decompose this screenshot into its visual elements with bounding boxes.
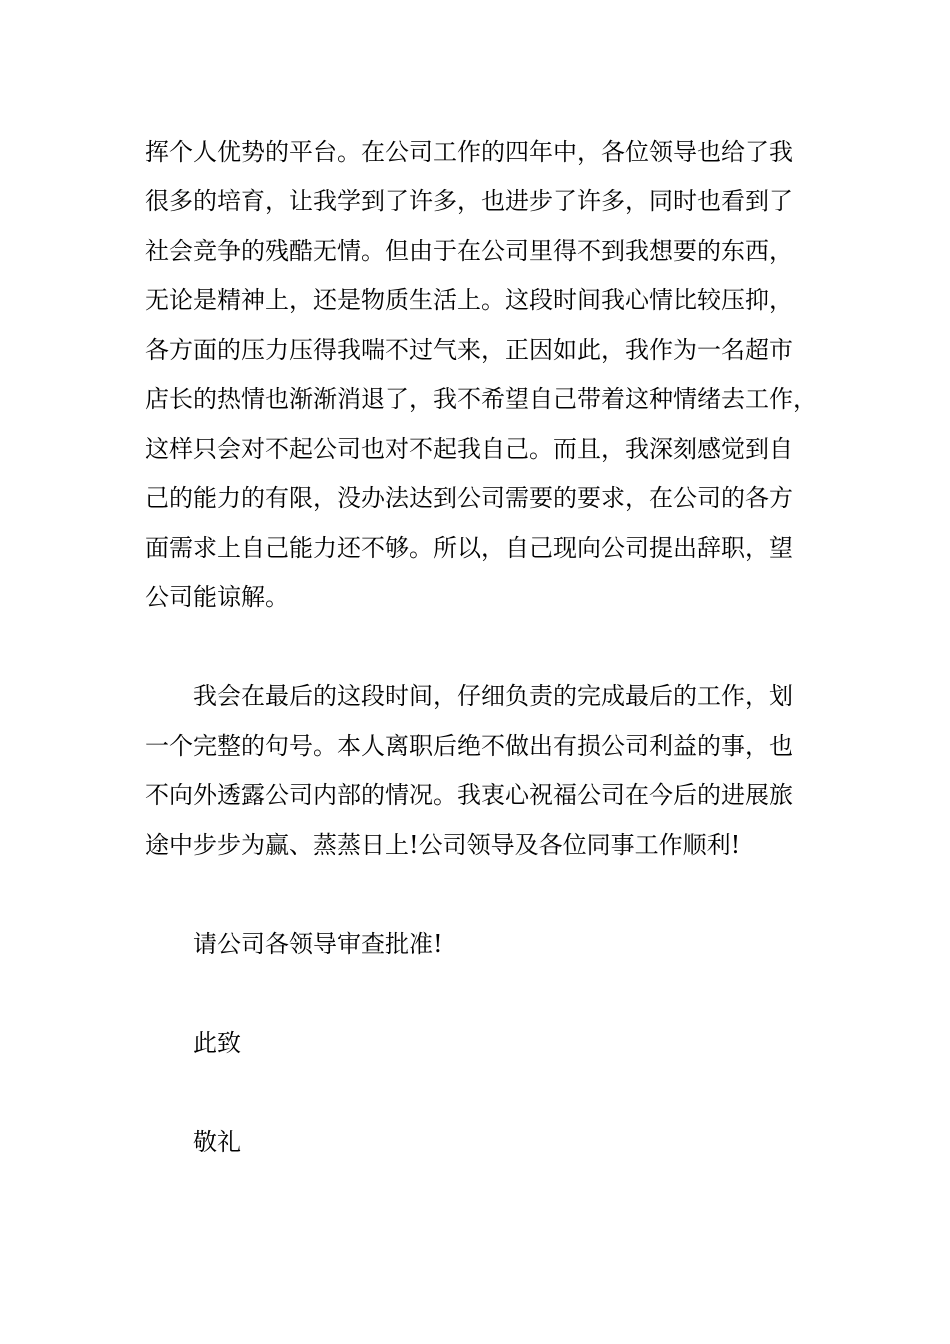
paragraph2-line: 一个完整的句号。本人离职后绝不做出有损公司利益的事，也: [145, 732, 793, 760]
paragraph1-line: 挥个人优势的平台。在公司工作的四年中，各位领导也给了我: [145, 138, 793, 166]
paragraph2-line: 途中步步为赢、蒸蒸日上!公司领导及各位同事工作顺利!: [145, 831, 741, 859]
paragraph2-line: 我会在最后的这段时间，仔细负责的完成最后的工作，划: [193, 682, 793, 710]
paragraph1-line: 这样只会对不起公司也对不起我自己。而且，我深刻感觉到自: [145, 435, 793, 463]
paragraph1-line: 己的能力的有限，没办法达到公司需要的要求，在公司的各方: [145, 484, 793, 512]
paragraph1-line: 面需求上自己能力还不够。所以，自己现向公司提出辞职，望: [145, 534, 793, 562]
request-line: 请公司各领导审查批准!: [193, 930, 443, 958]
closing-regards: 敬礼: [193, 1128, 241, 1156]
paragraph1-line: 店长的热情也渐渐消退了，我不希望自己带着这种情绪去工作，: [145, 385, 817, 413]
paragraph1-line: 无论是精神上，还是物质生活上。这段时间我心情比较压抑，: [145, 286, 793, 314]
paragraph2-line: 不向外透露公司内部的情况。我衷心祝福公司在今后的进展旅: [145, 781, 793, 809]
paragraph1-line: 很多的培育，让我学到了许多，也进步了许多，同时也看到了: [145, 187, 793, 215]
paragraph1-line: 公司能谅解。: [145, 583, 289, 611]
closing-salutation: 此致: [193, 1029, 241, 1057]
paragraph1-line: 各方面的压力压得我喘不过气来，正因如此，我作为一名超市: [145, 336, 793, 364]
paragraph1-line: 社会竞争的残酷无情。但由于在公司里得不到我想要的东西，: [145, 237, 793, 265]
